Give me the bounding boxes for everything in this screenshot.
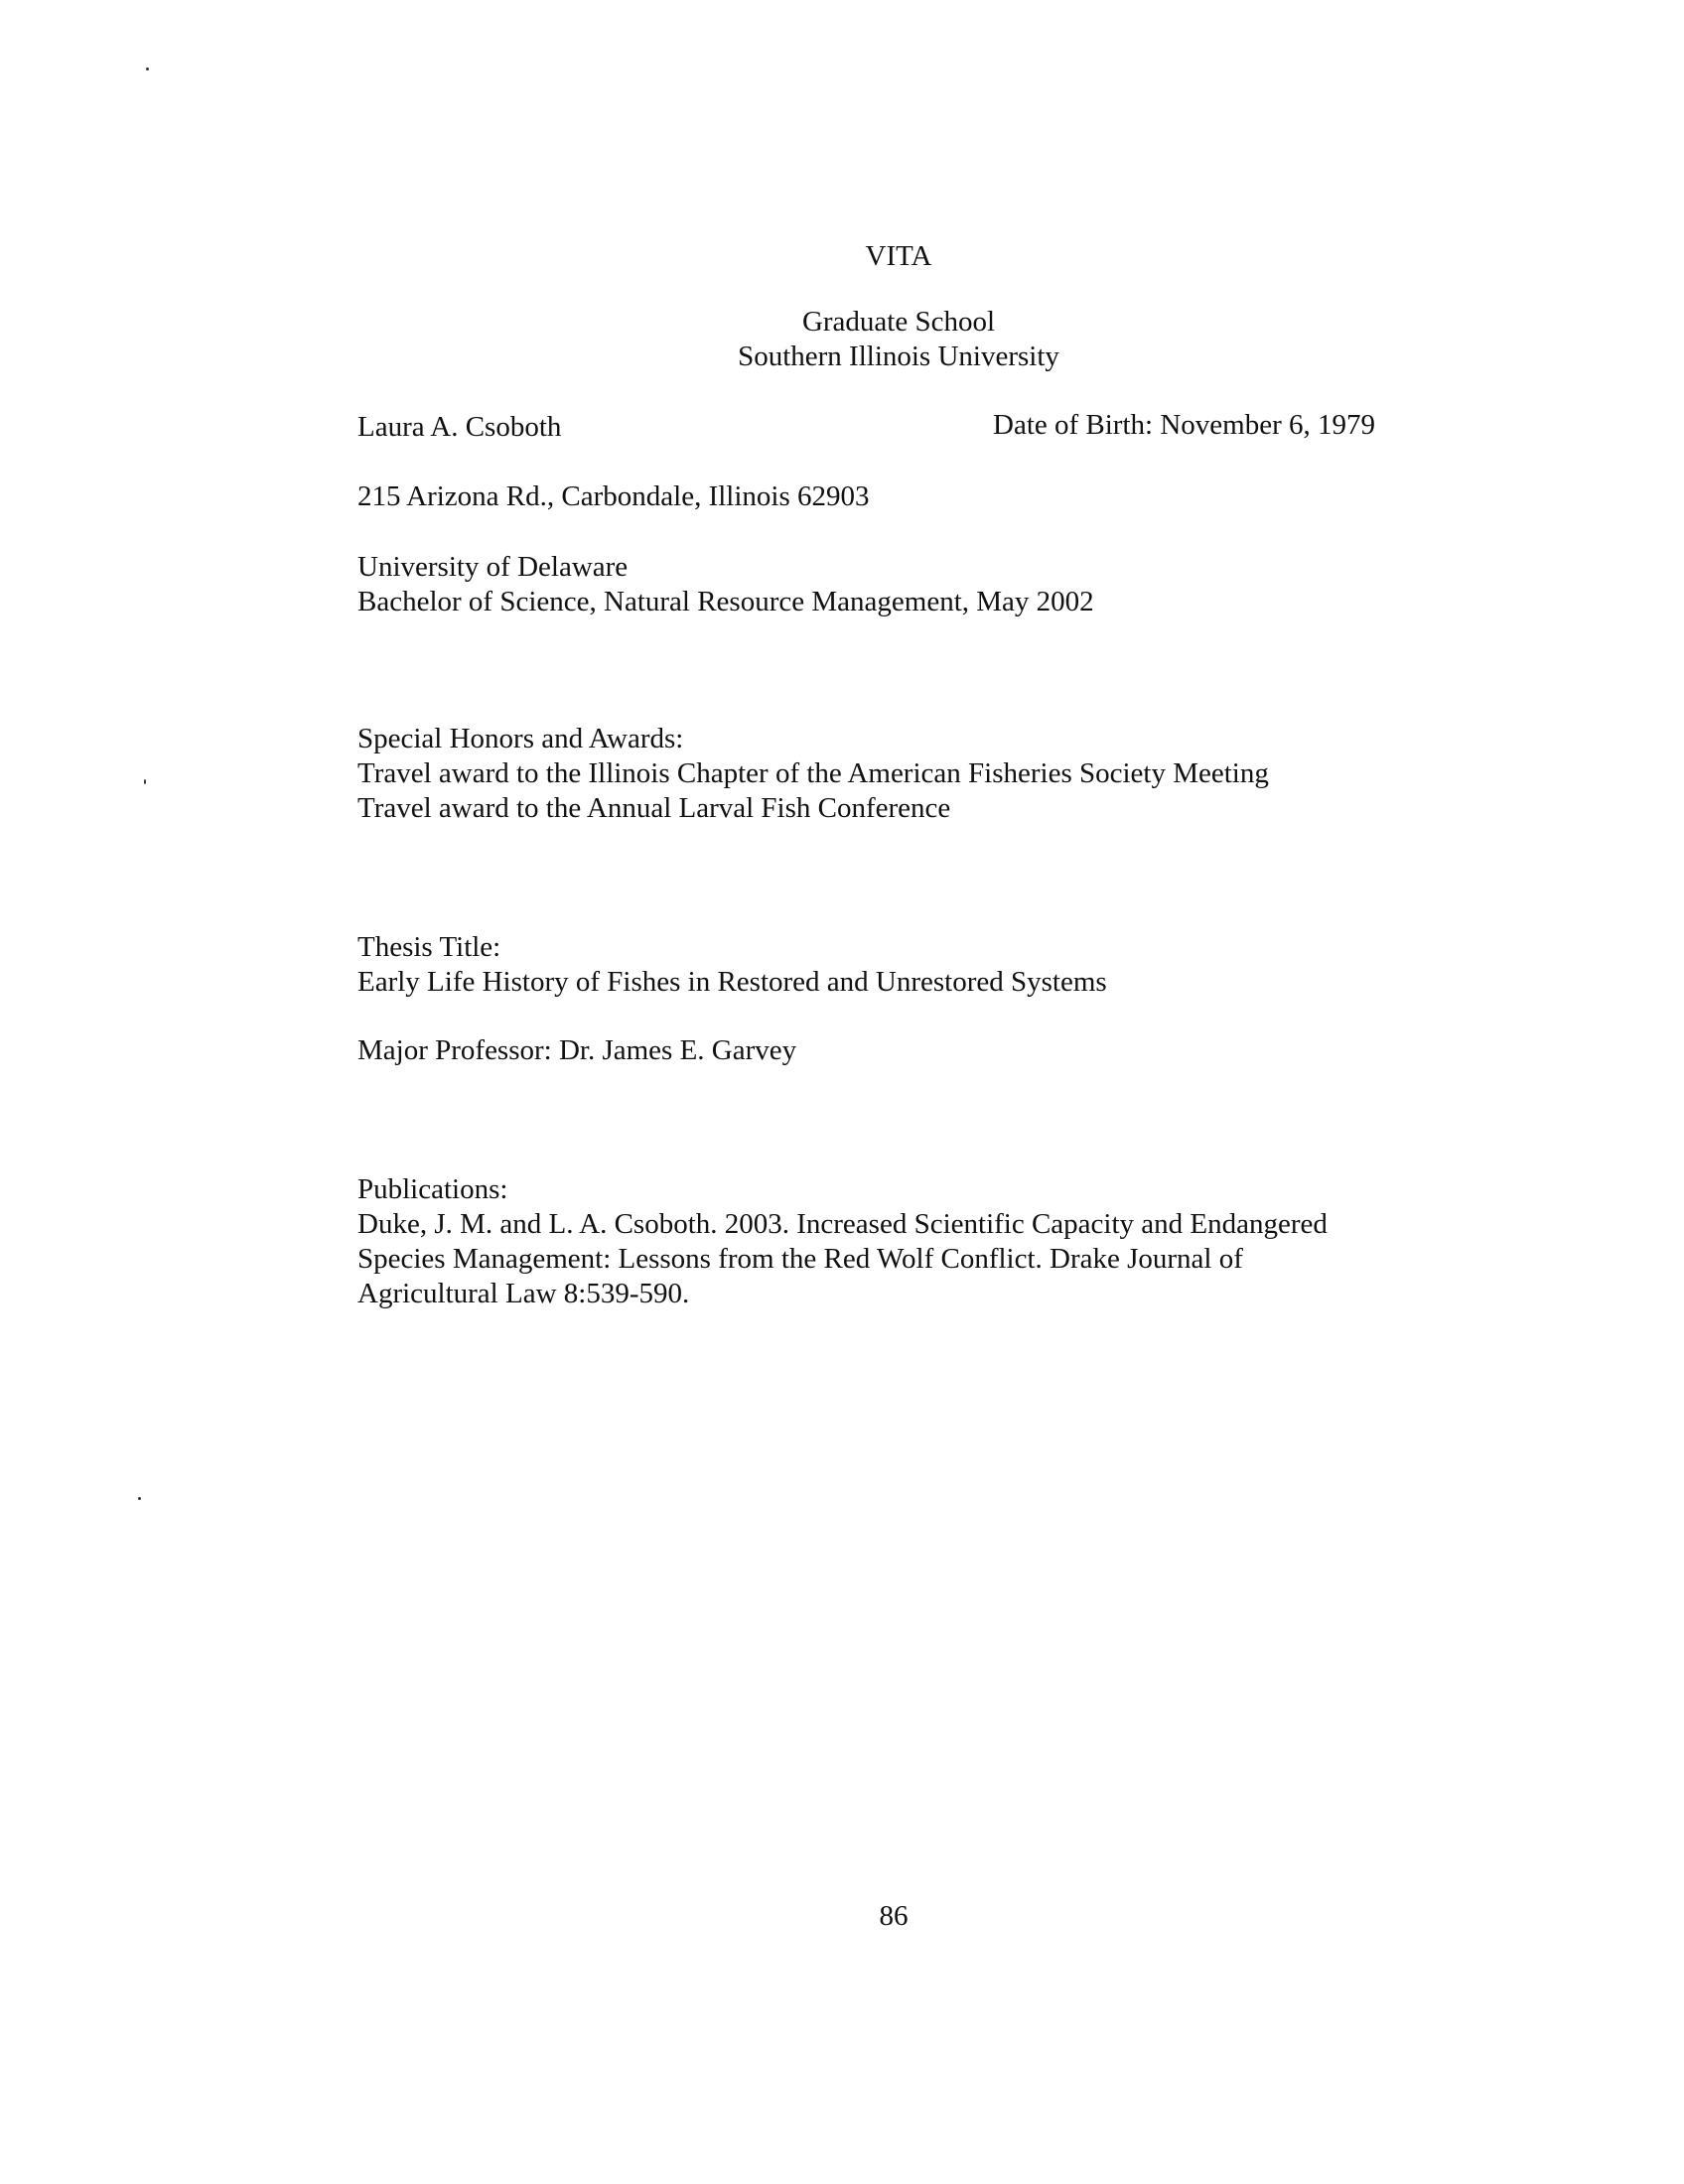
- thesis-heading: Thesis Title:: [357, 931, 501, 963]
- honors-item: Travel award to the Illinois Chapter of the American Fisheries Society Meeting: [357, 757, 1269, 789]
- education-degree: Bachelor of Science, Natural Resource Management, May 2002: [357, 586, 1094, 617]
- date-of-birth: Date of Birth: November 6, 1979: [993, 409, 1375, 441]
- scan-speck: [138, 1497, 141, 1500]
- publication-line: Agricultural Law 8:539-590.: [357, 1278, 690, 1309]
- publications-heading: Publications:: [357, 1173, 508, 1205]
- honors-heading: Special Honors and Awards:: [357, 723, 684, 754]
- page-number: 86: [879, 1900, 909, 1932]
- publication-line: Species Management: Lessons from the Red Wolf Conflict. Drake Journal of: [357, 1243, 1243, 1275]
- address: 215 Arizona Rd., Carbondale, Illinois 62903: [357, 480, 870, 512]
- publication-line: Duke, J. M. and L. A. Csoboth. 2003. Increased Scientific Capacity and Endangered: [357, 1208, 1328, 1240]
- university-name: Southern Illinois University: [738, 341, 1059, 372]
- scan-speck: [146, 68, 149, 70]
- vita-title: VITA: [865, 240, 932, 272]
- thesis-title: Early Life History of Fishes in Restored and Unrestored Systems: [357, 966, 1107, 998]
- person-name: Laura A. Csoboth: [357, 411, 562, 443]
- honors-item: Travel award to the Annual Larval Fish Conference: [357, 792, 951, 824]
- major-professor: Major Professor: Dr. James E. Garvey: [357, 1034, 797, 1066]
- graduate-school: Graduate School: [801, 306, 996, 338]
- scan-speck: [144, 779, 146, 784]
- education-institution: University of Delaware: [357, 551, 629, 583]
